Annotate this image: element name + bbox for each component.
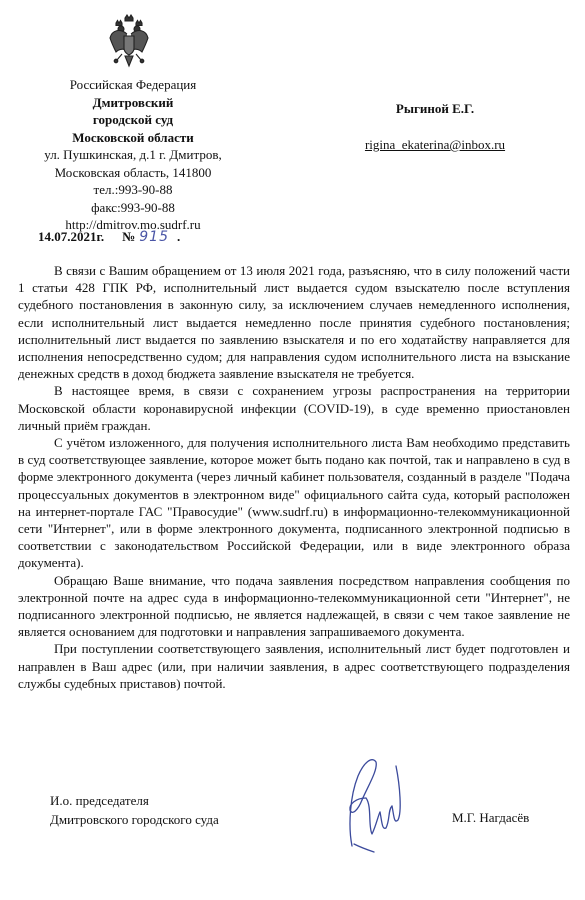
recipient-name: Рыгиной Е.Г. — [395, 101, 475, 116]
handwritten-signature — [322, 746, 412, 858]
country-name: Российская Федерация — [69, 77, 197, 92]
signatory-title-line1: И.о. председателя — [50, 793, 149, 808]
signatory-title-line2: Дмитровского городского суда — [50, 812, 219, 827]
body-paragraph-2: В настоящее время, в связи с сохранением угрозы распространения на территории Московской области коронавирусной инфекции (COVID-19), в суде временно приостановлен личный приём граждан. — [18, 383, 570, 433]
body-paragraph-5: При поступлении соответствующего заявления, исполнительный лист будет подготовлен и направлен в Ваш адрес (или, при наличии заявления, в адрес соответствующего подразделения службы судебных приставов) почтой. — [18, 641, 570, 691]
trailing-dot: . — [177, 229, 181, 244]
court-phone: тел.:993-90-88 — [93, 182, 173, 197]
letter-date: 14.07.2021г. — [38, 229, 105, 244]
court-name-line1: Дмитровский — [92, 94, 174, 110]
coat-of-arms-icon — [108, 14, 150, 74]
court-name-line2: городской суд — [92, 112, 174, 127]
number-sign: № — [122, 229, 136, 244]
body-paragraph-3: С учётом изложенного, для получения исполнительного листа Вам необходимо представить в суд соответствующее заявление, которое может быть подано как почтой, так и направлено в суд в форме электронного документа (через личный кабинет пользователя, созданный в разделе "Подача процессуальных документов в электронном виде" официального сайта суда, который расположен на интернет-портале ГАС "Правосудие" (www.sudrf.ru) в информационно-телекоммуникационной сети "Интернет", или в форме электронного документа, подписанного электронной подписью в соответствии с законодательством Российской Федерации, или в виде электронного образа документа). — [18, 435, 570, 571]
court-header — [28, 76, 238, 234]
recipient-block — [335, 101, 535, 153]
signatory-name: М.Г. Нагдасёв — [452, 810, 530, 825]
body-paragraph-4: Обращаю Ваше внимание, что подача заявления посредством направления сообщения по электронной почте на адрес суда в информационно-телекоммуникационной сети "Интернет", не подписанного электронной подписью, не является надлежащей, в связи с чем такое заявление не является основанием для подготовки и направления запрашиваемого документа. — [18, 572, 570, 640]
court-address-line1: ул. Пушкинская, д.1 г. Дмитров, — [44, 147, 222, 162]
court-website: http://dmitrov.mo.sudrf.ru — [65, 217, 201, 232]
recipient-email[interactable]: rigina_ekaterina@inbox.ru — [364, 137, 506, 152]
letter-body — [18, 262, 570, 692]
letter-number-handwritten: 915 — [139, 229, 169, 245]
signatory-title — [50, 791, 219, 829]
court-address-line2: Московская область, 141800 — [54, 164, 212, 180]
body-paragraph-1: В связи с Вашим обращением от 13 июля 2021 года, разъясняю, что в силу положений части 1 статьи 428 ГПК РФ, исполнительный лист выдается судом взыскателю после вступления судебного постановления в законную силу, за исключением случаев немедленного исполнения, если исполнительный лист выдается немедленно после принятия судебного постановления; исполнительный лист выдается по заявлению взыскателя и по его ходатайству направляется для исполнения непосредственно судом; для направления судом исполнительного листа на взыскание денежных средств в доход бюджета заявление взыскателя не требуется. — [18, 263, 570, 382]
letter-date-number — [38, 229, 180, 245]
court-fax: факс:993-90-88 — [91, 199, 175, 215]
court-name-line3: Московской области — [72, 129, 194, 145]
